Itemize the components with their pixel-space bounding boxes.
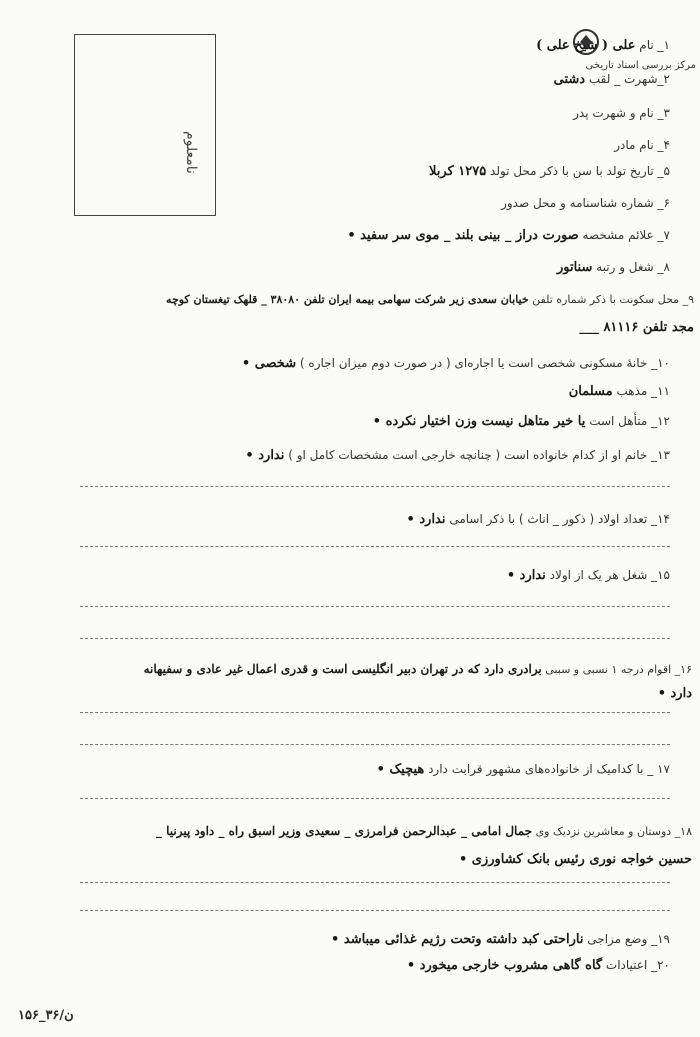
- field-18: ۱۸_ دوستان و معاشرین نزدیک وی جمال امامی _ عبدالرحمن فرامرزی _ سعیدی وزیر اسبق راه _ داود پیرنیا _: [155, 824, 692, 838]
- field-11: ۱۱_ مذهب مسلمان: [568, 384, 670, 399]
- field-16: ۱۶_ اقوام درجه ۱ نسبی و سببی برادری دارد که در تهران دبیر انگلیسی است و قدری اعمال غیر عادی و سفیهانه: [143, 662, 692, 676]
- field-19: ۱۹_ وضع مزاجی ناراحتی کبد داشته وتحت رژیم غذائی میباشد •: [331, 932, 670, 947]
- blank-line: [80, 910, 670, 911]
- field-7: ۷_ علائم مشخصه صورت دراز _ بینی بلند _ موی سر سفید •: [347, 228, 670, 243]
- field-3: ۳_ نام و شهرت پدر: [573, 106, 670, 120]
- field-1: ۱_ نام علی ( شیخ علی ): [536, 38, 670, 53]
- field-9-cont: مجد تلفن ۸۱۱۱۶ ___: [579, 320, 694, 335]
- document-code: ۱۵۶_۳۶/ن: [18, 1008, 74, 1023]
- blank-line: [80, 712, 670, 713]
- photo-stamp: نامعلوم: [183, 131, 199, 174]
- field-15: ۱۵_ شغل هر یک از اولاد ندارد •: [506, 568, 670, 583]
- field-5: ۵_ تاریخ تولد با سن با ذکر محل تولد ۱۲۷۵ کربلا: [429, 164, 670, 179]
- blank-line: [80, 638, 670, 639]
- field-16-cont: دارد •: [657, 686, 692, 701]
- field-18-cont: حسین خواجه نوری رئیس بانک کشاورزی •: [458, 852, 692, 867]
- blank-line: [80, 606, 670, 607]
- blank-line: [80, 546, 670, 547]
- photo-placeholder: [74, 34, 216, 216]
- field-17: ۱۷ _ با کدامیک از خانواده‌های مشهور قرابت دارد هیچیک •: [376, 762, 670, 777]
- field-14: ۱۴_ تعداد اولاد ( ذکور _ اناث ) با ذکر اسامی ندارد •: [406, 512, 670, 527]
- field-10: ۱۰_ خانهٔ مسکونی شخصی است یا اجاره‌ای ( در صورت دوم میزان اجاره ) شخصی •: [241, 356, 670, 371]
- field-9: ۹_ محل سکونت با ذکر شماره تلفن خیابان سعدی زیر شرکت سهامی بیمه ایران تلفن ۳۸۰۸۰ _ قلهک تیغستان کوچه: [166, 293, 694, 306]
- field-2: ۲_شهرت _ لقب دشتی: [553, 72, 670, 87]
- field-6: ۶_ شماره شناسنامه و محل صدور: [501, 196, 670, 210]
- field-12: ۱۲_ متأهل است یا خیر متاهل نیست وزن اختیار نکرده •: [372, 414, 670, 429]
- blank-line: [80, 798, 670, 799]
- field-20: ۲۰_ اعتیادات گاه گاهی مشروب خارجی میخورد •: [406, 958, 670, 973]
- field-4: ۴_ نام مادر: [614, 138, 670, 152]
- blank-line: [80, 486, 670, 487]
- blank-line: [80, 744, 670, 745]
- field-8: ۸_ شغل و رتبه سناتور: [556, 260, 670, 275]
- field-13: ۱۳_ خانم او از کدام خانواده است ( چنانچه خارجی است مشخصات کامل او ) ندارد •: [245, 448, 670, 463]
- blank-line: [80, 882, 670, 883]
- archive-name: مرکز بررسی اسناد تاریخی: [585, 60, 696, 71]
